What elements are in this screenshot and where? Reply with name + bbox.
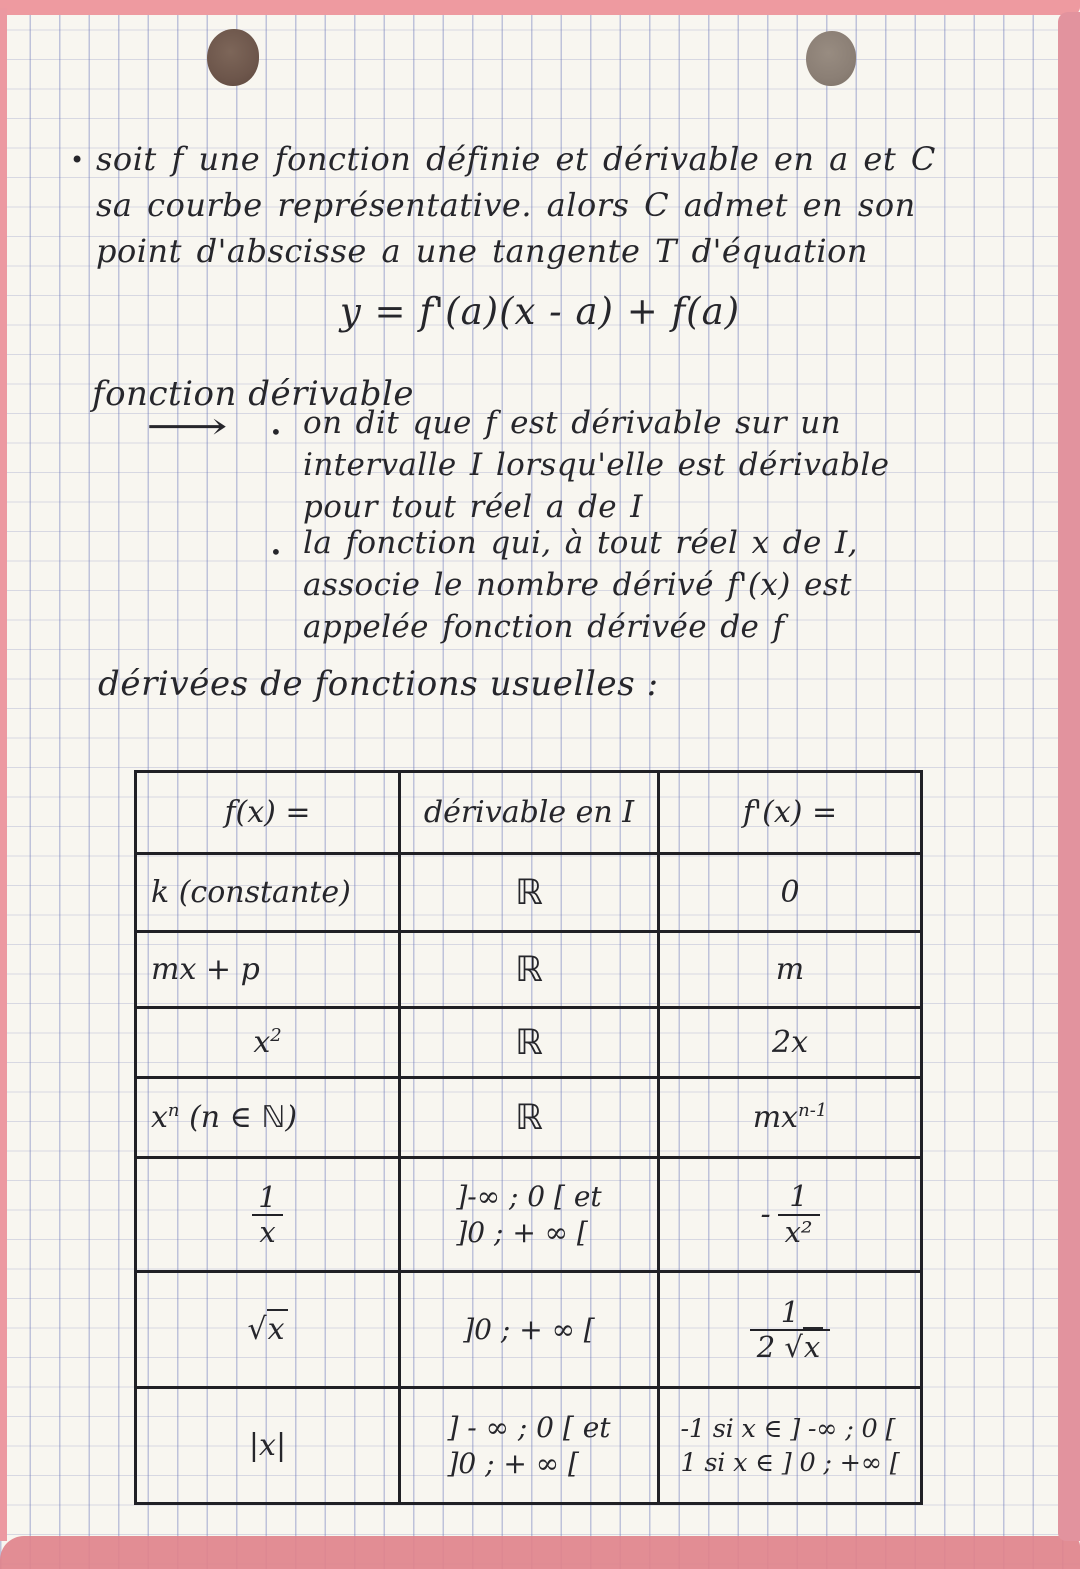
dfx-cell: m bbox=[659, 932, 922, 1008]
tangent-equation: y = f'(a)(x - a) + f(a) bbox=[339, 290, 741, 333]
b2-line-2: associe le nombre dérivé f'(x) est bbox=[303, 567, 852, 603]
fx-cell: $x^2$ bbox=[136, 1008, 400, 1078]
magnet-dot-left bbox=[207, 29, 259, 86]
intro-line-3: point d'abscisse a une tangente T d'équation bbox=[96, 232, 868, 270]
b1-line-3: pour tout réel a de I bbox=[303, 489, 643, 525]
dfx-cell: 2x bbox=[659, 1008, 922, 1078]
fx-cell: mx + p bbox=[136, 932, 400, 1008]
domain-cell: ]-∞ ; 0 [ et ]0 ; + ∞ [ bbox=[400, 1158, 659, 1272]
section-heading-fonction-derivable: fonction dérivable bbox=[92, 374, 414, 414]
domain-cell: ℝ bbox=[400, 854, 659, 932]
domain-cell: ℝ bbox=[400, 1008, 659, 1078]
header-dfx: f'(x) = bbox=[659, 772, 922, 854]
table-row-square bbox=[136, 1008, 922, 1078]
b1-line-1: on dit que f est dérivable sur un bbox=[303, 405, 842, 441]
dfx-cell: $\frac{1}{2 √x}$ bbox=[659, 1272, 922, 1388]
intro-bullet: • bbox=[70, 146, 85, 174]
b2-line-3: appelée fonction dérivée de f bbox=[303, 609, 785, 645]
fx-cell: √x bbox=[136, 1272, 400, 1388]
table-row-affine bbox=[136, 932, 922, 1008]
table-row-power-n bbox=[136, 1078, 922, 1158]
b1-line-2: intervalle I lorsqu'elle est dérivable bbox=[303, 447, 890, 483]
dfx-cell: -1 si x ∈ ] -∞ ; 0 [ 1 si x ∈ ] 0 ; +∞ [ bbox=[659, 1388, 922, 1504]
derivatives-table bbox=[134, 770, 923, 1505]
bullet-1-dot: • bbox=[270, 420, 282, 444]
table-row-constant bbox=[136, 854, 922, 932]
derivable-bullet-1 bbox=[303, 402, 889, 528]
table-row-abs bbox=[136, 1388, 922, 1504]
dfx-cell: - $\frac{1}{\text{x²}}$ bbox=[659, 1158, 922, 1272]
b2-line-1: la fonction qui, à tout réel x de I, bbox=[303, 525, 858, 561]
domain-cell: ] - ∞ ; 0 [ et ]0 ; + ∞ [ bbox=[400, 1388, 659, 1504]
magnet-dot-right bbox=[806, 31, 856, 86]
pink-border-left bbox=[0, 8, 7, 1541]
dfx-cell: $mx^{n-1}$ bbox=[659, 1078, 922, 1158]
pink-border-top bbox=[0, 0, 1080, 15]
header-domain: dérivable en I bbox=[400, 772, 659, 854]
pink-border-bottom bbox=[0, 1536, 1080, 1569]
domain-cell: ]0 ; + ∞ [ bbox=[400, 1272, 659, 1388]
fx-cell: |x| bbox=[136, 1388, 400, 1504]
fx-cell: $\frac{1}{x}$ bbox=[136, 1158, 400, 1272]
fx-cell: k (constante) bbox=[136, 854, 400, 932]
domain-cell: ℝ bbox=[400, 1078, 659, 1158]
table-title: dérivées de fonctions usuelles : bbox=[98, 664, 659, 704]
intro-line-1: soit f une fonction définie et dérivable en a et C bbox=[96, 140, 936, 178]
intro-line-2: sa courbe représentative. alors C admet en son bbox=[96, 186, 916, 224]
intro-paragraph bbox=[96, 136, 936, 274]
pink-border-right bbox=[1058, 12, 1080, 1541]
domain-cell: ℝ bbox=[400, 932, 659, 1008]
right-arrow-icon: ⟶ bbox=[146, 404, 228, 448]
table-header-row bbox=[136, 772, 922, 854]
table-row-inverse bbox=[136, 1158, 922, 1272]
derivable-bullet-2 bbox=[303, 522, 858, 648]
bullet-2-dot: • bbox=[270, 540, 282, 564]
table-row-sqrt bbox=[136, 1272, 922, 1388]
fx-cell: $x^n$ (n ∈ ℕ) bbox=[136, 1078, 400, 1158]
dfx-cell: 0 bbox=[659, 854, 922, 932]
header-fx: f(x) = bbox=[136, 772, 400, 854]
